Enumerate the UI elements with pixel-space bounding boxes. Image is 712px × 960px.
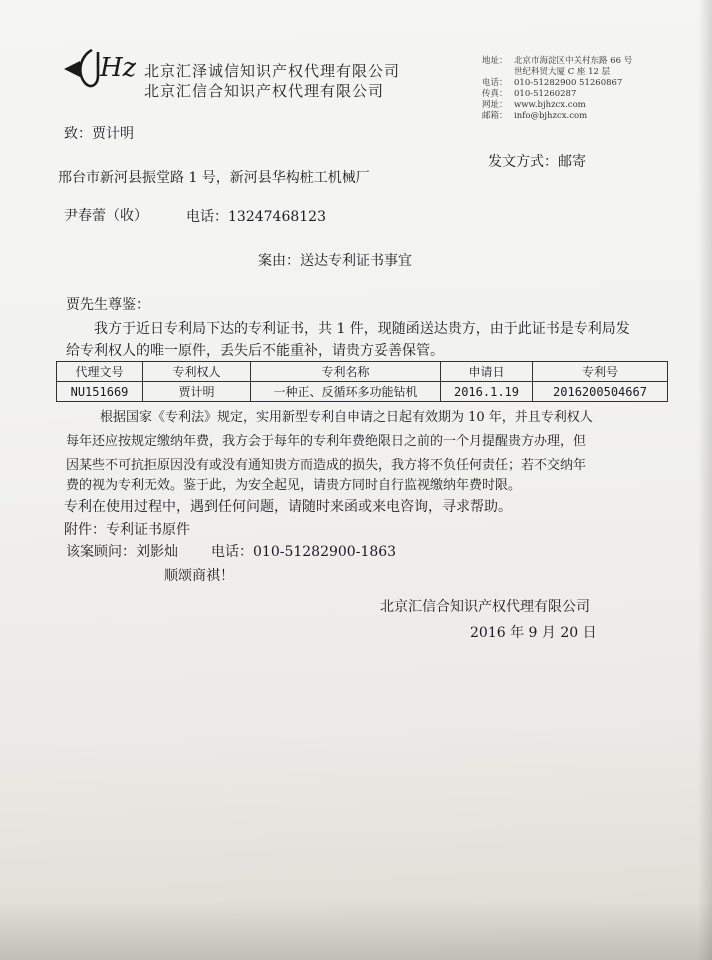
paragraph-2-line-1: 根据国家《专利法》规定，实用新型专利自申请之日起有效期为 10 年，并且专利权人 (100, 410, 593, 425)
company-logo-icon (62, 42, 136, 92)
to-line: 致：贾计明 (64, 126, 134, 142)
salutation: 贾先生尊鉴： (66, 297, 150, 313)
send-method: 发文方式：邮寄 (488, 154, 586, 170)
table-cell-agent-no: NU151669 (57, 382, 143, 402)
paper-bottom-shadow (0, 900, 712, 960)
paragraph-1-line-2: 给专利权人的唯一原件，丢失后不能重补，请贵方妥善保管。 (66, 343, 444, 359)
table-cell-patentee: 贾计明 (143, 382, 251, 402)
attachment-line: 附件：专利证书原件 (64, 522, 190, 538)
table-cell-patent-name: 一种正、反循环多功能钻机 (251, 382, 441, 402)
contact-address: 地址： 北京市海淀区中关村东路 66 号 (482, 56, 633, 66)
paper-edge-shadow (698, 0, 712, 960)
table-row (57, 382, 668, 402)
table-header-row (57, 362, 668, 382)
receiver-name: 尹春蕾（收） (64, 208, 148, 224)
contact-email: 邮箱： info@bjhzcx.com (482, 111, 588, 121)
table-cell-filing-date: 2016.1.19 (441, 382, 533, 402)
subject-line: 案由：送达专利证书事宜 (258, 253, 412, 269)
patent-table (56, 361, 668, 402)
contact-website: 网址： www.bjhzcx.com (482, 100, 586, 110)
contact-phone: 电话： 010-51282900 51260867 (482, 78, 623, 88)
paragraph-2-line-3: 因某些不可抗拒原因没有或没有通知贵方而造成的损失，我方将不负任何责任；若不交纳年 (66, 458, 587, 473)
table-header-cell: 代理文号 (57, 362, 143, 382)
paragraph-2-line-4: 费的视为专利无效。鉴于此，为安全起见，请贵方同时自行监视缴纳年费时限。 (66, 478, 522, 493)
table-header-cell: 专利号 (533, 362, 668, 382)
table-header-cell: 专利名称 (251, 362, 441, 382)
recipient-address: 邢台市新河县振堂路 1 号，新河县华构桩工机械厂 (58, 170, 370, 186)
table-header-cell: 专利权人 (143, 362, 251, 382)
logo-text: Hz (100, 53, 136, 83)
contact-fax: 传真： 010-51260287 (482, 89, 577, 99)
receiver-phone: 电话：13247468123 (186, 209, 326, 225)
signature-date: 2016 年 9 月 20 日 (470, 625, 597, 641)
contact-address-2: 世纪科贸大厦 C 座 12 层 (514, 67, 611, 77)
table-cell-patent-no: 2016200504667 (533, 382, 668, 402)
contact-block (482, 56, 632, 122)
consultant-name: 该案顾问：刘影灿 (66, 544, 178, 560)
paragraph-1-line-1: 我方于近日专利局下达的专利证书，共 1 件，现随函送达贵方，由于此证书是专利局发 (94, 321, 630, 337)
company-name-2: 北京汇信合知识产权代理有限公司 (144, 82, 385, 100)
closing-greeting: 顺颂商祺！ (164, 568, 234, 584)
paragraph-3: 专利在使用过程中，遇到任何问题，请随时来函或来电咨询，寻求帮助。 (64, 499, 512, 515)
company-name-1: 北京汇泽诚信知识产权代理有限公司 (144, 62, 401, 80)
paragraph-2-line-2: 每年还应按规定缴纳年费，我方会于每年的专利年费绝限日之前的一个月提醒贵方办理，但 (66, 434, 587, 449)
signature-company: 北京汇信合知识产权代理有限公司 (380, 599, 590, 615)
table-header-cell: 申请日 (441, 362, 533, 382)
consultant-phone: 电话：010-51282900-1863 (211, 544, 397, 560)
